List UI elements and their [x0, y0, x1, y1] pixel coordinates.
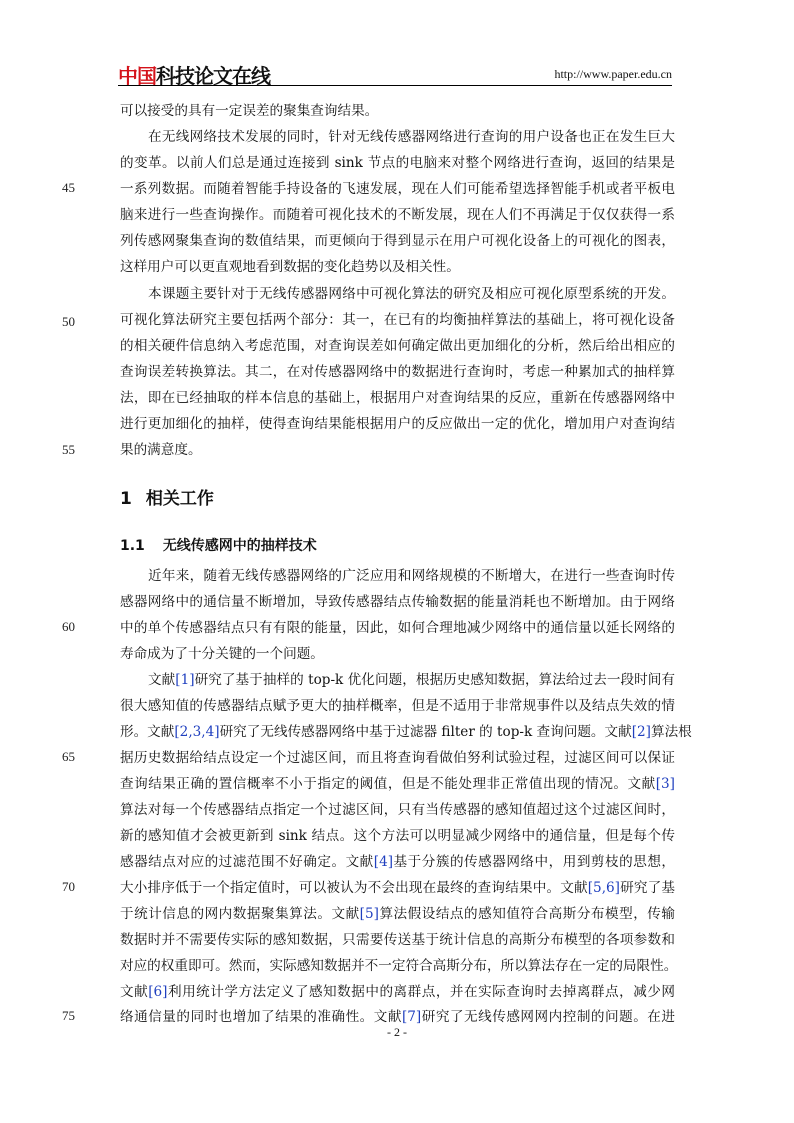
citation-link[interactable]: [5] — [359, 906, 379, 922]
paragraph-line: 近年来，随着无线传感器网络的广泛应用和网络规模的不断增大，在进行一些查询时传 — [148, 568, 675, 584]
paragraph-line: 络通信量的同时也增加了结果的准确性。文献[7]研究了无线传感网网内控制的问题。在进 — [120, 1009, 676, 1025]
paragraph-line: 可以接受的具有一定误差的聚集查询结果。 — [120, 103, 379, 119]
paragraph-line: 文献[6]利用统计学方法定义了感知数据中的离群点，并在实际查询时去掉离群点，减少网 — [120, 984, 676, 1000]
paragraph-line: 算法对每一个传感器结点指定一个过滤区间，只有当传感器的感知值超过这个过滤区间时， — [120, 802, 675, 818]
paragraph-line: 的变革。以前人们总是通过连接到 sink 节点的电脑来对整个网络进行查询，返回的结果是 — [120, 155, 675, 171]
paragraph-line: 脑来进行一些查询操作。而随着可视化技术的不断发展，现在人们不再满足于仅仅获得一系 — [120, 207, 675, 223]
subsection-number: 1.1 — [120, 538, 145, 554]
section-title: 相关工作 — [145, 489, 214, 509]
paragraph-line: 对应的权重即可。然而，实际感知数据并不一定符合高斯分布，所以算法存在一定的局限性。 — [120, 958, 678, 974]
line-number: 60 — [62, 619, 75, 634]
paragraph-line: 寿命成为了十分关键的一个问题。 — [120, 646, 324, 662]
line-number: 70 — [62, 879, 75, 894]
paragraph-line: 新的感知值才会被更新到 sink 结点。这个方法可以明显减少网络中的通信量，但是每个传 — [120, 828, 675, 844]
paragraph-line: 文献[1]研究了基于抽样的 top-k 优化问题，根据历史感知数据，算法给过去一段时间有 — [148, 672, 676, 688]
paragraph-line: 中的单个传感器结点只有有限的能量，因此，如何合理地减少网络中的通信量以延长网络的 — [120, 620, 675, 636]
subsection-title: 无线传感网中的抽样技术 — [162, 538, 317, 554]
paragraph-line: 一系列数据。而随着智能手持设备的飞速发展，现在人们可能希望选择智能手机或者平板电 — [120, 181, 675, 197]
paragraph-line: 在无线网络技术发展的同时，针对无线传感器网络进行查询的用户设备也正在发生巨大 — [148, 129, 675, 145]
line-number: 45 — [62, 180, 75, 195]
citation-link[interactable]: [7] — [401, 1009, 422, 1025]
header-rule — [118, 85, 672, 86]
paragraph-line: 于统计信息的网内数据聚集算法。文献[5]算法假设结点的感知值符合高斯分布模型，传输 — [120, 906, 675, 922]
paragraph-line: 本课题主要针对于无线传感器网络中可视化算法的研究及相应可视化原型系统的开发。 — [148, 286, 675, 302]
paragraph-line: 数据时并不需要传实际的感知数据，只需要传送基于统计信息的高斯分布模型的各项参数和 — [120, 932, 675, 948]
line-number: 65 — [62, 749, 75, 764]
subsection-heading — [120, 535, 317, 555]
paragraph-line: 这样用户可以更直观地看到数据的变化趋势以及相关性。 — [120, 259, 460, 275]
citation-link[interactable]: [2,3,4] — [174, 724, 220, 740]
paragraph-line: 可视化算法研究主要包括两个部分：其一，在已有的均衡抽样算法的基础上，将可视化设备 — [120, 312, 675, 328]
paragraph-line: 果的满意度。 — [120, 442, 202, 458]
paragraph-line: 感器网络中的通信量不断增加，导致传感器结点传输数据的能量消耗也不断增加。由于网络 — [120, 594, 675, 610]
citation-link[interactable]: [1] — [175, 672, 195, 688]
paragraph-line: 查询误差转换算法。其二，在对传感器网络中的数据进行查询时，考虑一种累加式的抽样算 — [120, 364, 675, 380]
header-url[interactable]: http://www.paper.edu.cn — [554, 67, 672, 81]
page-number: - 2 - — [387, 1025, 407, 1039]
citation-link[interactable]: [6] — [148, 984, 168, 1000]
paragraph-line: 进行更加细化的抽样，使得查询结果能根据用户的反应做出一定的优化，增加用户对查询结 — [120, 416, 675, 432]
paragraph-line: 据历史数据给结点设定一个过滤区间，而且将查询看做伯努利试验过程，过滤区间可以保证 — [120, 750, 675, 766]
line-number: 75 — [62, 1008, 75, 1023]
section-number: 1 — [120, 489, 132, 509]
paragraph-line: 很大感知值的传感器结点赋予更大的抽样概率，但是不适用于非常规事件以及结点失效的情 — [120, 698, 675, 714]
citation-link[interactable]: [4] — [373, 854, 394, 870]
page-header — [118, 58, 672, 88]
citation-link[interactable]: [3] — [655, 776, 675, 792]
paragraph-line: 的相关硬件信息纳入考虑范围，对查询误差如何确定做出更加细化的分析，然后给出相应的 — [120, 338, 675, 354]
paragraph-line: 法，即在已经抽取的样本信息的基础上，根据用户对查询结果的反应，重新在传感器网络中 — [120, 390, 675, 406]
citation-link[interactable]: [5,6] — [587, 880, 620, 896]
paragraph-line: 形。文献[2,3,4]研究了无线传感器网络中基于过滤器 filter 的 top-k 查询问题。文献[2]算法根 — [120, 724, 692, 740]
section-heading — [120, 484, 214, 509]
paragraph-line: 查询结果正确的置信概率不小于指定的阈值，但是不能处理非正常值出现的情况。文献[3] — [120, 776, 675, 792]
line-number: 50 — [62, 314, 75, 329]
paragraph-line: 感器结点对应的过滤范围不好确定。文献[4]基于分簇的传感器网络中，用到剪枝的思想， — [120, 854, 676, 870]
paragraph-line: 大小排序低于一个指定值时，可以被认为不会出现在最终的查询结果中。文献[5,6]研究了基 — [120, 880, 676, 896]
line-number: 55 — [62, 442, 75, 457]
citation-link[interactable]: [2] — [631, 724, 651, 740]
journal-logo: 中国科技论文在线 — [118, 64, 270, 88]
paragraph-line: 列传感网聚集查询的数值结果，而更倾向于得到显示在用户可视化设备上的可视化的图表， — [120, 233, 675, 249]
